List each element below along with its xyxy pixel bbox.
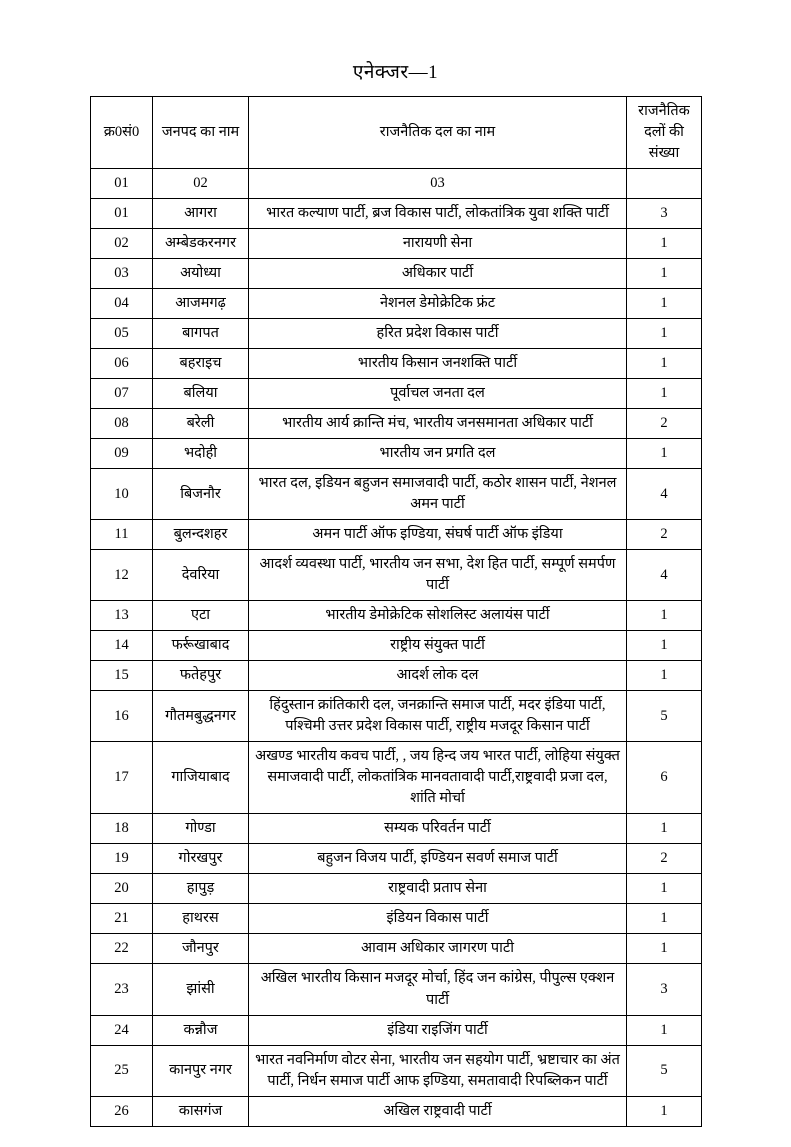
cell-serial-number: 25 <box>91 1045 153 1096</box>
cell-district-name: बिजनौर <box>153 469 249 520</box>
cell-party-names: भारत कल्याण पार्टी, ब्रज विकास पार्टी, लोकतांत्रिक युवा शक्ति पार्टी <box>249 199 627 229</box>
cell-district-name: बहराइच <box>153 349 249 379</box>
cell-party-names: भारत दल, इडियन बहुजन समाजवादी पार्टी, कठोर शासन पार्टी, नेशनल अमन पार्टी <box>249 469 627 520</box>
cell-serial-number: 22 <box>91 934 153 964</box>
table-row <box>91 349 702 379</box>
table-row <box>91 289 702 319</box>
cell-district-name: कन्नौज <box>153 1015 249 1045</box>
cell-party-count: 1 <box>627 1096 702 1126</box>
cell-party-count: 6 <box>627 742 702 814</box>
table-row <box>91 964 702 1015</box>
cell-party-names: राष्ट्रीय संयुक्त पार्टी <box>249 631 627 661</box>
cell-party-names: भारत नवनिर्माण वोटर सेना, भारतीय जन सहयोग पार्टी, भ्रष्टाचार का अंत पार्टी, निर्धन समाज पार्टी आफ इण्डिया, समतावादी रिपब्लिकन पार्टी <box>249 1045 627 1096</box>
cell-district-name: आजमगढ़ <box>153 289 249 319</box>
cell-district-name: फर्रूखाबाद <box>153 631 249 661</box>
table-row <box>91 379 702 409</box>
cell-serial-number: 17 <box>91 742 153 814</box>
cell-district-name: हाथरस <box>153 904 249 934</box>
cell-serial-number: 19 <box>91 844 153 874</box>
table-row <box>91 319 702 349</box>
cell-serial-number: 05 <box>91 319 153 349</box>
cell-party-names: भारतीय आर्य क्रान्ति मंच, भारतीय जनसमानता अधिकार पार्टी <box>249 409 627 439</box>
cell-serial-number: 09 <box>91 439 153 469</box>
cell-party-count: 1 <box>627 904 702 934</box>
cell-party-count: 1 <box>627 601 702 631</box>
cell-party-names: भारतीय किसान जनशक्ति पार्टी <box>249 349 627 379</box>
cell-party-names: हिंदुस्तान क्रांतिकारी दल, जनक्रान्ति समाज पार्टी, मदर इंडिया पार्टी, पश्चिमी उत्तर प्रदेश विकास पार्टी, राष्ट्रीय मजदूर किसान पार्टी <box>249 691 627 742</box>
cell-serial-number: 20 <box>91 874 153 904</box>
cell-party-count: 1 <box>627 934 702 964</box>
cell-serial-number: 16 <box>91 691 153 742</box>
cell-serial-number: 23 <box>91 964 153 1015</box>
cell-party-count: 1 <box>627 1015 702 1045</box>
header-serial-number: क्र0सं0 <box>91 97 153 169</box>
table-header-row <box>91 97 702 169</box>
table-row <box>91 550 702 601</box>
cell-serial-number: 04 <box>91 289 153 319</box>
table-row <box>91 439 702 469</box>
cell-party-count: 2 <box>627 409 702 439</box>
cell-district-name: जौनपुर <box>153 934 249 964</box>
cell-serial-number: 21 <box>91 904 153 934</box>
cell-serial-number: 07 <box>91 379 153 409</box>
cell-party-names: अधिकार पार्टी <box>249 259 627 289</box>
cell-party-names: इंडियन विकास पार्टी <box>249 904 627 934</box>
table-row <box>91 1096 702 1126</box>
table-row <box>91 1045 702 1096</box>
cell-district-name: अयोध्या <box>153 259 249 289</box>
cell-party-names: आदर्श लोक दल <box>249 661 627 691</box>
cell-serial-number: 18 <box>91 814 153 844</box>
cell-district-name: गौतमबुद्धनगर <box>153 691 249 742</box>
header-party-name: राजनैतिक दल का नाम <box>249 97 627 169</box>
cell-party-count: 1 <box>627 259 702 289</box>
cell-party-count: 1 <box>627 229 702 259</box>
cell-party-names: बहुजन विजय पार्टी, इण्डियन सवर्ण समाज पार्टी <box>249 844 627 874</box>
cell-party-count: 1 <box>627 319 702 349</box>
table-row <box>91 742 702 814</box>
cell-party-count: 1 <box>627 349 702 379</box>
cell-party-names: पूर्वाचल जनता दल <box>249 379 627 409</box>
table-row <box>91 520 702 550</box>
cell-party-count: 3 <box>627 199 702 229</box>
cell-district-name: कानपुर नगर <box>153 1045 249 1096</box>
cell-district-name: गाजियाबाद <box>153 742 249 814</box>
table-row <box>91 631 702 661</box>
cell-district-name: आगरा <box>153 199 249 229</box>
cell-party-count: 4 <box>627 550 702 601</box>
cell-district-name: बुलन्दशहर <box>153 520 249 550</box>
cell-party-names: नेशनल डेमोक्रेटिक फ्रंट <box>249 289 627 319</box>
cell-serial-number: 14 <box>91 631 153 661</box>
cell-district-name: अम्बेडकरनगर <box>153 229 249 259</box>
cell-party-names: सम्यक परिवर्तन पार्टी <box>249 814 627 844</box>
cell-party-names: अखण्ड भारतीय कवच पार्टी, , जय हिन्द जय भारत पार्टी, लोहिया संयुक्त समाजवादी पार्टी, लोकतांत्रिक मानवतावादी पार्टी,राष्ट्रवादी प्रजा दल, शांति मोर्चा <box>249 742 627 814</box>
cell-party-count: 4 <box>627 469 702 520</box>
cell-party-names: अखिल भारतीय किसान मजदूर मोर्चा, हिंद जन कांग्रेस, पीपुल्स एक्शन पार्टी <box>249 964 627 1015</box>
table-row <box>91 469 702 520</box>
column-number-4 <box>627 169 702 199</box>
table-row <box>91 1015 702 1045</box>
cell-party-count: 2 <box>627 844 702 874</box>
cell-serial-number: 01 <box>91 199 153 229</box>
header-party-count: राजनैतिक दलों की संख्या <box>627 97 702 169</box>
table-row <box>91 874 702 904</box>
cell-serial-number: 24 <box>91 1015 153 1045</box>
cell-party-count: 1 <box>627 874 702 904</box>
cell-party-count: 1 <box>627 661 702 691</box>
cell-serial-number: 15 <box>91 661 153 691</box>
cell-party-count: 1 <box>627 379 702 409</box>
table-row <box>91 814 702 844</box>
column-number-3: 03 <box>249 169 627 199</box>
table-row <box>91 259 702 289</box>
cell-district-name: गोरखपुर <box>153 844 249 874</box>
table-row <box>91 229 702 259</box>
cell-district-name: भदोही <box>153 439 249 469</box>
table-row <box>91 661 702 691</box>
cell-party-count: 5 <box>627 1045 702 1096</box>
cell-district-name: बरेली <box>153 409 249 439</box>
cell-party-count: 1 <box>627 289 702 319</box>
political-parties-table <box>90 96 702 1127</box>
cell-district-name: कासगंज <box>153 1096 249 1126</box>
cell-district-name: एटा <box>153 601 249 631</box>
cell-serial-number: 08 <box>91 409 153 439</box>
cell-party-count: 1 <box>627 814 702 844</box>
table-row <box>91 844 702 874</box>
cell-party-count: 1 <box>627 439 702 469</box>
table-row <box>91 601 702 631</box>
cell-district-name: हापुड़ <box>153 874 249 904</box>
cell-party-names: अमन पार्टी ऑफ इण्डिया, संघर्ष पार्टी ऑफ इंडिया <box>249 520 627 550</box>
cell-party-names: भारतीय जन प्रगति दल <box>249 439 627 469</box>
table-row <box>91 409 702 439</box>
column-number-1: 01 <box>91 169 153 199</box>
table-row <box>91 934 702 964</box>
cell-serial-number: 13 <box>91 601 153 631</box>
cell-district-name: बागपत <box>153 319 249 349</box>
cell-serial-number: 02 <box>91 229 153 259</box>
cell-party-count: 1 <box>627 631 702 661</box>
cell-district-name: देवरिया <box>153 550 249 601</box>
cell-party-names: नारायणी सेना <box>249 229 627 259</box>
cell-party-names: इंडिया राइजिंग पार्टी <box>249 1015 627 1045</box>
cell-party-count: 5 <box>627 691 702 742</box>
cell-serial-number: 06 <box>91 349 153 379</box>
cell-party-count: 2 <box>627 520 702 550</box>
cell-party-names: आदर्श व्यवस्था पार्टी, भारतीय जन सभा, देश हित पार्टी, सम्पूर्ण समर्पण पार्टी <box>249 550 627 601</box>
cell-serial-number: 12 <box>91 550 153 601</box>
header-district-name: जनपद का नाम <box>153 97 249 169</box>
cell-party-names: भारतीय डेमोक्रेटिक सोशलिस्ट अलायंस पार्टी <box>249 601 627 631</box>
table-row <box>91 691 702 742</box>
cell-party-names: आवाम अधिकार जागरण पाटी <box>249 934 627 964</box>
cell-party-names: हरित प्रदेश विकास पार्टी <box>249 319 627 349</box>
cell-district-name: गोण्डा <box>153 814 249 844</box>
table-row <box>91 904 702 934</box>
cell-party-count: 3 <box>627 964 702 1015</box>
cell-serial-number: 26 <box>91 1096 153 1126</box>
cell-serial-number: 11 <box>91 520 153 550</box>
cell-district-name: बलिया <box>153 379 249 409</box>
cell-district-name: फतेहपुर <box>153 661 249 691</box>
cell-district-name: झांसी <box>153 964 249 1015</box>
cell-party-names: राष्ट्रवादी प्रताप सेना <box>249 874 627 904</box>
column-number-2: 02 <box>153 169 249 199</box>
cell-serial-number: 03 <box>91 259 153 289</box>
page-title: एनेक्जर—1 <box>352 62 439 83</box>
cell-serial-number: 10 <box>91 469 153 520</box>
cell-party-names: अखिल राष्ट्रवादी पार्टी <box>249 1096 627 1126</box>
table-column-number-row <box>91 169 702 199</box>
table-row <box>91 199 702 229</box>
